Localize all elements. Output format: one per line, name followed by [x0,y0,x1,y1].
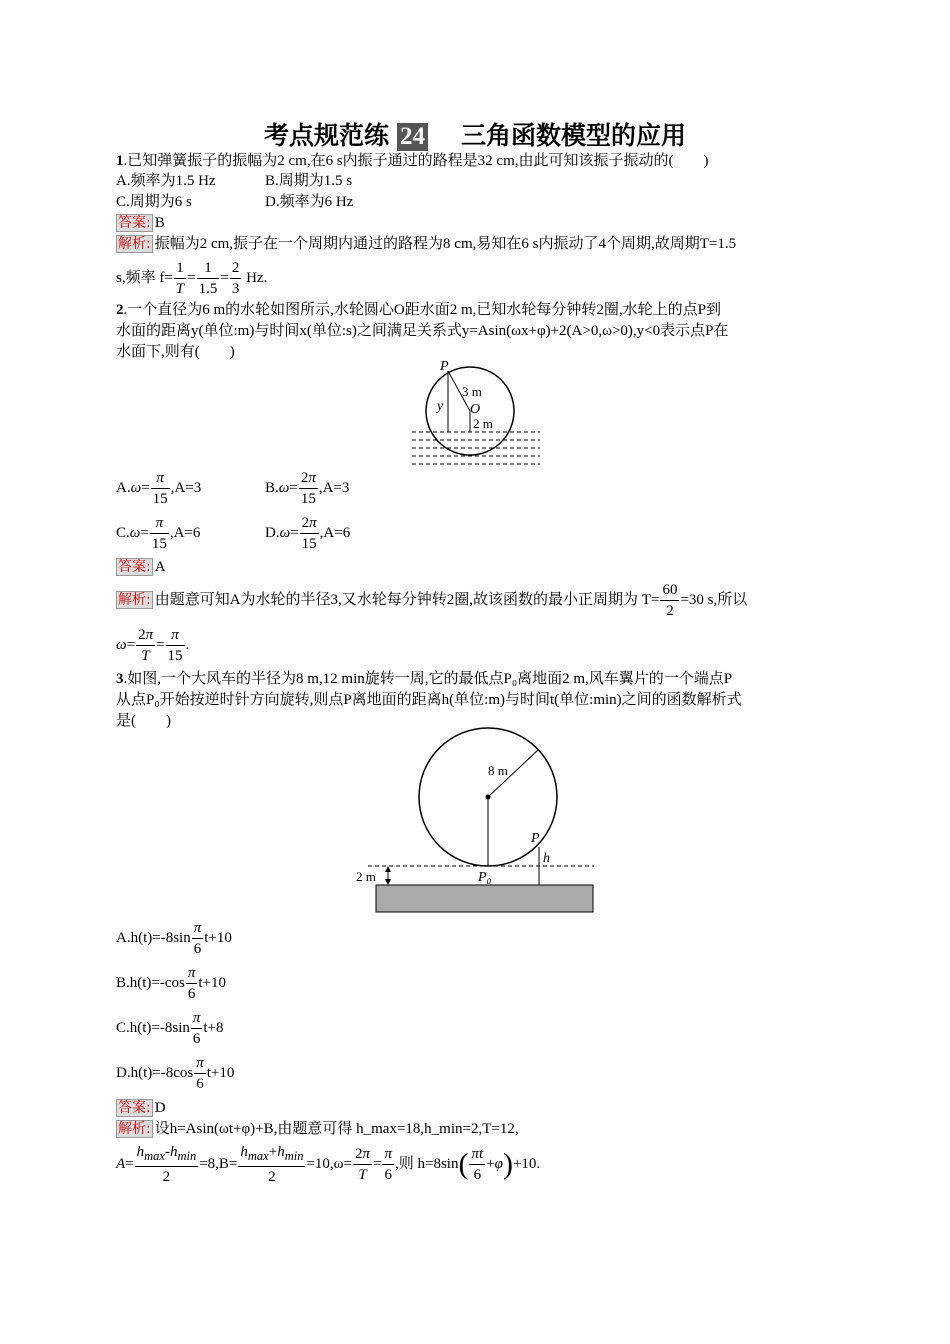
title-text: 三角函数模型的应用 [461,121,687,150]
q2-option-a: A.ω= $\frac{\pi}{15}$ ,A=3 [116,470,202,508]
q3-option-c: C.h(t)=-8sin $\frac{\pi}{6}$ t+8 [116,1010,224,1048]
label-p: P [531,831,540,846]
label-radius: 3 m [462,384,482,399]
label-radius: 8 m [488,763,508,778]
q3-analysis: 解析: 设h=Asin(ωt+φ)+B,由题意可得 h_max=18,h_min=2,T=12, [118,1121,519,1137]
q2-analysis: 解析: 由题意可知A为水轮的半径3,又水轮每分钟转2圈,故该函数的最小正周期为 T= $\frac{60}{2}$ =30 s,所以 [118,582,748,620]
q1-option-c: C.周期为6 s [116,194,192,210]
q3-option-d: D.h(t)=-8cos $\frac{\pi}{6}$ t+10 [116,1055,235,1093]
water-wheel-figure [410,358,542,468]
ferris-wheel-figure [354,725,600,917]
arrow-up-head [385,866,391,872]
q2-analysis-formula: ω= $\frac{2\pi}{T}$ = $\frac{\pi}{15}$ . [116,627,190,665]
label-y: y [437,399,444,414]
q1-option-b: B.周期为1.5 s [265,173,353,189]
q1-analysis: 解析: 振幅为2 cm,振子在一个周期内通过的路程为8 cm,易知在6 s内振动了4个周期,故周期T=1.5 [118,236,737,252]
q2-option-c: C.ω= $\frac{\pi}{15}$ ,A=6 [116,515,201,553]
label-p0: P₀ [478,870,492,885]
q3-option-b: B.h(t)=-cos $\frac{\pi}{6}$ t+10 [116,965,227,1003]
arrow-down-head [385,879,391,885]
q2-stem-2: 水面的距离y(单位:m)与时间x(单位:s)之间满足关系式y=Asin(ωx+φ)+2(A>0,ω>0),y<0表示点P在 [116,323,729,339]
q3-answer: 答案: D [118,1100,166,1116]
q3-option-a: A.h(t)=-8sin $\frac{\pi}{6}$ t+10 [116,920,232,958]
q1-answer: 答案: B [118,215,165,231]
label-depth: 2 m [473,416,493,431]
page-title [0,116,950,152]
q2-answer: 答案: A [118,559,166,575]
label-o: O [470,402,481,417]
label-h: h [543,851,550,866]
q3-stem-2: 从点P₀开始按逆时针方向旋转,则点P离地面的距离h(单位:m)与时间t(单位:min)之间的函数解析式 [116,692,742,708]
q3-stem-1: 3.如图,一个大风车的半径为8 m,12 min旋转一周,它的最低点P₀离地面2 m,风车翼片的一个端点P [116,671,733,687]
title-prefix: 考点规范练 [263,121,389,150]
q1-option-a: A.频率为1.5 Hz [116,173,216,189]
q2-stem-3: 水面下,则有( ) [116,344,235,360]
q3-stem-3: 是( ) [116,713,171,729]
q1-stem: 1.已知弹簧振子的振幅为2 cm,在6 s内振子通过的路程是32 cm,由此可知该振子振动的( ) [116,153,709,169]
label-ground-height: 2 m [356,869,376,884]
label-p: P [440,359,449,374]
q2-option-b: B.ω= $\frac{2\pi}{15}$ ,A=3 [265,470,350,508]
q1-analysis-formula: s,频率 f= $\frac{1}{T}$ = $\frac{1}{1.5}$ = $\frac{2}{3}$ Hz. [116,260,268,298]
q3-analysis-formula: A= $\frac{h_{max}-h_{min}}{2}$ =8,B= $\frac{h_{max}+h_{min}}{2}$ =10,ω= $\frac{2\pi}{T}$ = $\frac{\pi}{6}$ ,则 h=8sin( $\frac{\pi t}{6}$ +φ)+10. [116,1144,541,1185]
q1-option-d: D.频率为6 Hz [265,194,354,210]
q2-stem-1: 2.一个直径为6 m的水轮如图所示,水轮圆心O距水面2 m,已知水轮每分钟转2圈,水轮上的点P到 [116,302,722,318]
title-number: 24 [397,123,428,151]
q2-option-d: D.ω= $\frac{2\pi}{15}$ ,A=6 [265,515,351,553]
ground-block [376,885,593,912]
